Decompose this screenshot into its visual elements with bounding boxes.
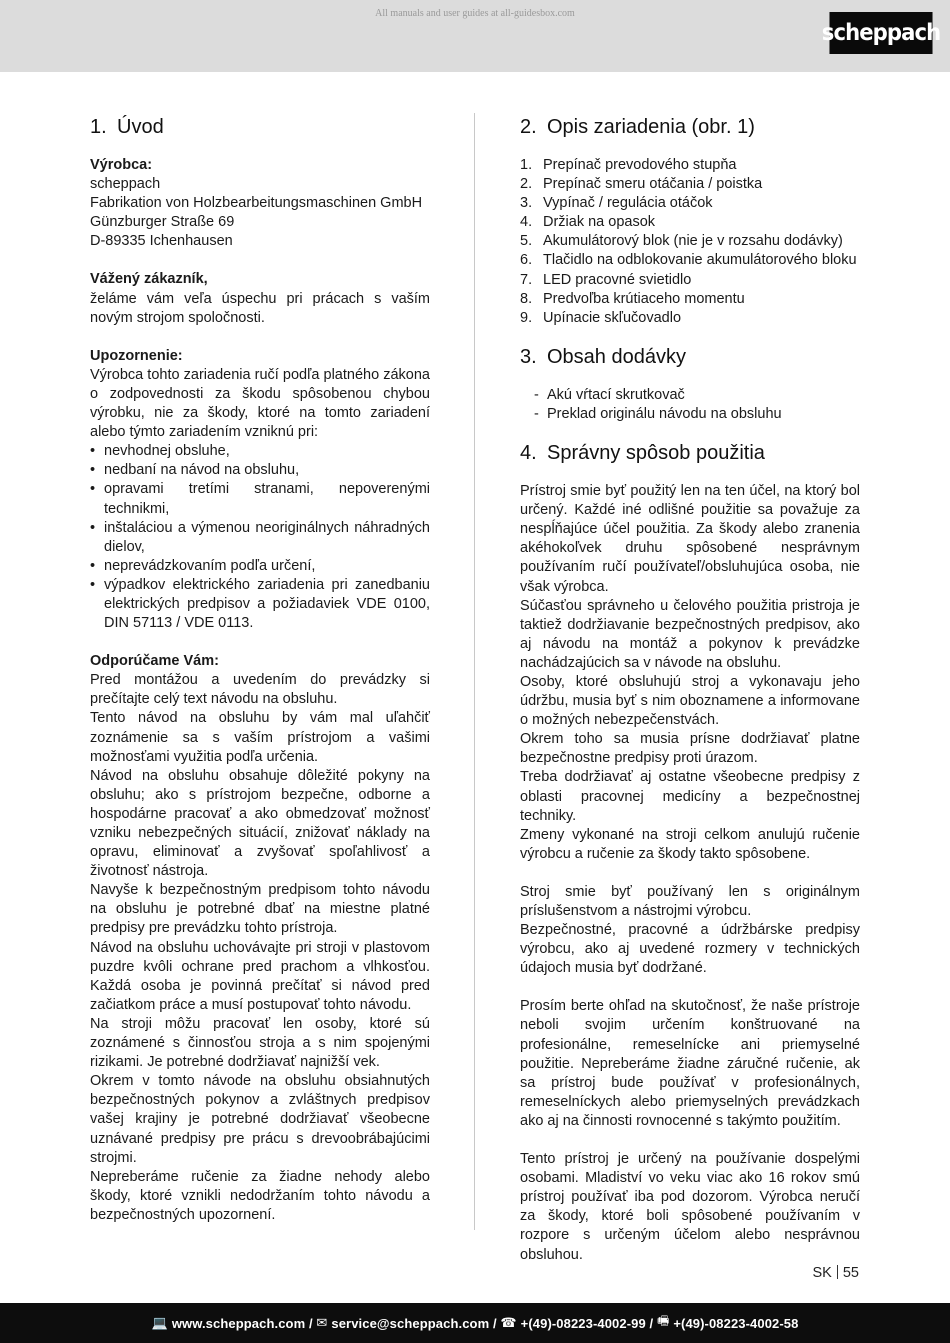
section-2-heading: 2. Opis zariadenia (obr. 1) xyxy=(520,116,755,138)
manufacturer-line: D-89335 Ichenhausen xyxy=(90,233,233,250)
recommend-paragraph: Nepreberáme ručenie za žiadne nehody alebo škody, ktoré vznikli nedodržaním tohto návodu a bezpečnostných upozornení. xyxy=(90,1168,430,1223)
footer-phone: +(49)-08223-4002-99 / xyxy=(520,1315,654,1331)
dear-customer-label: Vážený zákazník, xyxy=(90,271,208,288)
phone-icon: ☎ xyxy=(500,1315,517,1330)
usage-paragraph: Treba dodržiavať aj ostatne všeobecne predpisy z oblasti pracovnej medicíny a bezpečnostnej techniky. xyxy=(520,769,860,824)
note-bullet-list xyxy=(90,442,430,633)
list-item: • neprevádzkovaním podľa určení, xyxy=(90,557,430,576)
list-item: 2. Prepínač smeru otáčania / poistka xyxy=(520,176,763,193)
list-item: 4. Držiak na opasok xyxy=(520,214,656,231)
footer-email: service@scheppach.com / xyxy=(331,1315,497,1331)
watermark-text: All manuals and user guides at all-guidesbox.com xyxy=(375,8,575,19)
page-number: SK 55 xyxy=(812,1265,859,1281)
usage-paragraph: Osoby, ktoré obsluhujú stroj a vykonavaju jeho údržbu, musia byť s nim oboznamene a informovane o možných nebezpečenstvách. xyxy=(520,673,860,729)
manufacturer-label: Výrobca: xyxy=(90,157,153,173)
list-item: - Akú vŕtací skrutkovač xyxy=(534,386,860,405)
list-item: • opravami tretími stranami, nepoverenými technikmi, xyxy=(90,480,430,518)
section-1-heading: 1. Úvod xyxy=(90,116,164,138)
list-item: 8. Predvoľba krútiaceho momentu xyxy=(520,290,745,307)
delivery-contents-list xyxy=(520,386,860,424)
footer-bar xyxy=(0,1303,950,1343)
computer-icon: 💻 xyxy=(151,1315,168,1330)
usage-paragraph: Prosím berte ohľad na skutočnosť, že naše prístroje neboli svojim určením konštruované na profesionálne, remeselnícke ani priemyselné použitie. Nepreberáme žiadne záručné ručenie, ak sa prístroj bude používať v profesionálnych, remeselníckych alebo priemyselných prevádzkach ako aj na činnosti rovnocenné s takýmto použitím. xyxy=(520,998,860,1129)
list-item: 1. Prepínač prevodového stupňa xyxy=(520,157,737,173)
manufacturer-line: scheppach xyxy=(90,176,161,193)
recommend-paragraph: Navyše k bezpečnostným predpisom tohto návodu na obsluhu je potrebné dbať na miestne platné predpisy pre prevádzku tohto prístroja. xyxy=(90,882,430,937)
usage-paragraph: Tento prístroj je určený na používanie dospelými osobami. Mladiství vo veku viac ako 16 rokov smú prístroj používať iba pod dozorom. Výrobca neručí za škody, ktoré boli spôsobené používaním v rozpore s určeným účelom alebo nesprávnou obsluhou. xyxy=(520,1151,860,1263)
dear-customer-text: želáme vám veľa úspechu pri prácach s vaším novým strojom spoločnosti. xyxy=(90,290,430,326)
recommend-paragraph: Okrem v tomto návode na obsluhu obsiahnutých bezpečnostných pokynov a zvláštnych predpisov vašej krajiny je potrebné dodržiavať všeobecne uznávané predpisy pre prácu s drevoobrábajúcimi strojmi. xyxy=(90,1073,430,1166)
usage-paragraph: Prístroj smie byť použitý len na ten účel, na ktorý bol určený. Každé iné odlišné použitie sa považuje za nespĺňajúce účel použitia. Za škody alebo zranenia akéhokoľvek druhu spôsobené nesprávnym používaním ručí používateľ/obsluhujúca osoba, nie však výrobca. xyxy=(520,483,860,595)
fax-icon: 🖷 xyxy=(656,1313,670,1328)
device-parts-list xyxy=(520,156,860,328)
left-column xyxy=(90,112,430,1225)
usage-paragraph: Súčasťou správneho u čelového použitia pristroja je taktiež dodržiavanie bezpečnostných predpisov, ako aj návodu na montáž a pokynov k prevádzke nachádzajúcich sa v návode na obsluhu. xyxy=(520,597,860,671)
header-band xyxy=(0,0,950,72)
section-4-heading: 4. Správny spôsob použitia xyxy=(520,442,765,465)
recommend-paragraph: Návod na obsluhu uchovávajte pri stroji v plastovom puzdre kvôli ochrane pred prachom a vlhkosťou. Každá osoba je povinná prečítať si návod pred začiatkom práce a musí postupovať tohto návodu. xyxy=(90,939,430,1013)
manufacturer-line: Günzburger Straße 69 xyxy=(90,214,235,231)
list-item: • nevhodnej obsluhe, xyxy=(90,442,430,461)
note-text: Výrobca tohto zariadenia ručí podľa platného zákona o zodpovednosti za škodu spôsobenou chybou výrobku, nie za škody, ktoré na tomto zariadení alebo týmto zariadením vzniknú pri: xyxy=(90,366,430,441)
footer-fax: +(49)-08223-4002-58 xyxy=(673,1315,799,1331)
footer-website: www.scheppach.com / xyxy=(171,1315,313,1331)
manufacturer-line: Fabrikation von Holzbearbeitungsmaschinen GmbH xyxy=(90,195,423,212)
list-item: 6. Tlačidlo na odblokovanie akumulátorového bloku xyxy=(520,252,857,269)
section-3-heading: 3. Obsah dodávky xyxy=(520,345,686,368)
list-item: 5. Akumulátorový blok (nie je v rozsahu dodávky) xyxy=(520,233,843,250)
email-icon: ✉ xyxy=(316,1315,328,1330)
recommend-paragraph: Na stroji môžu pracovať len osoby, ktoré sú zoznámené s činnosťou stroja a s nim spojenými rizikami. Je potrebné dodržiavať najnižší vek. xyxy=(90,1015,430,1071)
list-item: 7. LED pracovné svietidlo xyxy=(520,271,692,288)
list-item: • nedbaní na návod na obsluhu, xyxy=(90,461,430,480)
usage-paragraph: Stroj smie byť používaný len s originálnym príslušenstvom a nástrojmi výrobcu. xyxy=(520,883,860,919)
usage-paragraph: Bezpečnostné, pracovné a údržbárske predpisy výrobcu, ako aj uvedené rozmery v technických údajoch musia byť dodržané. xyxy=(520,922,860,977)
right-column xyxy=(520,112,860,1265)
note-label: Upozornenie: xyxy=(90,347,183,364)
recommend-paragraph: Tento návod na obsluhu by vám mal uľahčiť zoznámenie sa s vaším prístrojom a vašimi možnosťami využitia podľa určenia. xyxy=(90,710,430,765)
usage-paragraph: Okrem toho sa musia prísne dodržiavať platne bezpečnostne predpisy proti úrazom. xyxy=(520,731,860,767)
list-item: 9. Upínacie skľučovadlo xyxy=(520,309,682,326)
recommend-paragraph: Návod na obsluhu obsahuje dôležité pokyny na obsluhu; ako s prístrojom bezpečne, odborne a hospodárne pracovať a ako obmedzovať možnosť vzniku nebezpečných situácií, znižovať náklady na opravu, eliminovať a zvyšovať spoľahlivosť a životnosť nástroja. xyxy=(90,767,430,880)
recommend-paragraph: Pred montážou a uvedením do prevádzky si prečítajte celý text návodu na obsluhu. xyxy=(90,672,430,708)
column-divider xyxy=(474,113,475,1230)
usage-paragraph: Zmeny vykonané na stroji celkom anulujú ručenie výrobcu a ručenie za škody takto spôsobene. xyxy=(520,826,860,862)
list-item: • výpadkov elektrického zariadenia pri zanedbaniu elektrických predpisov a požiadaviek VDE 0100, DIN 57113 / VDE 0113. xyxy=(90,576,430,633)
list-item: - Preklad originálu návodu na obsluhu xyxy=(534,405,860,424)
list-item: • inštaláciou a výmenou neoriginálnych náhradných dielov, xyxy=(90,519,430,557)
scheppach-logo: scheppach xyxy=(829,12,932,54)
recommend-label: Odporúčame Vám: xyxy=(90,653,219,670)
list-item: 3. Vypínač / regulácia otáčok xyxy=(520,195,713,212)
